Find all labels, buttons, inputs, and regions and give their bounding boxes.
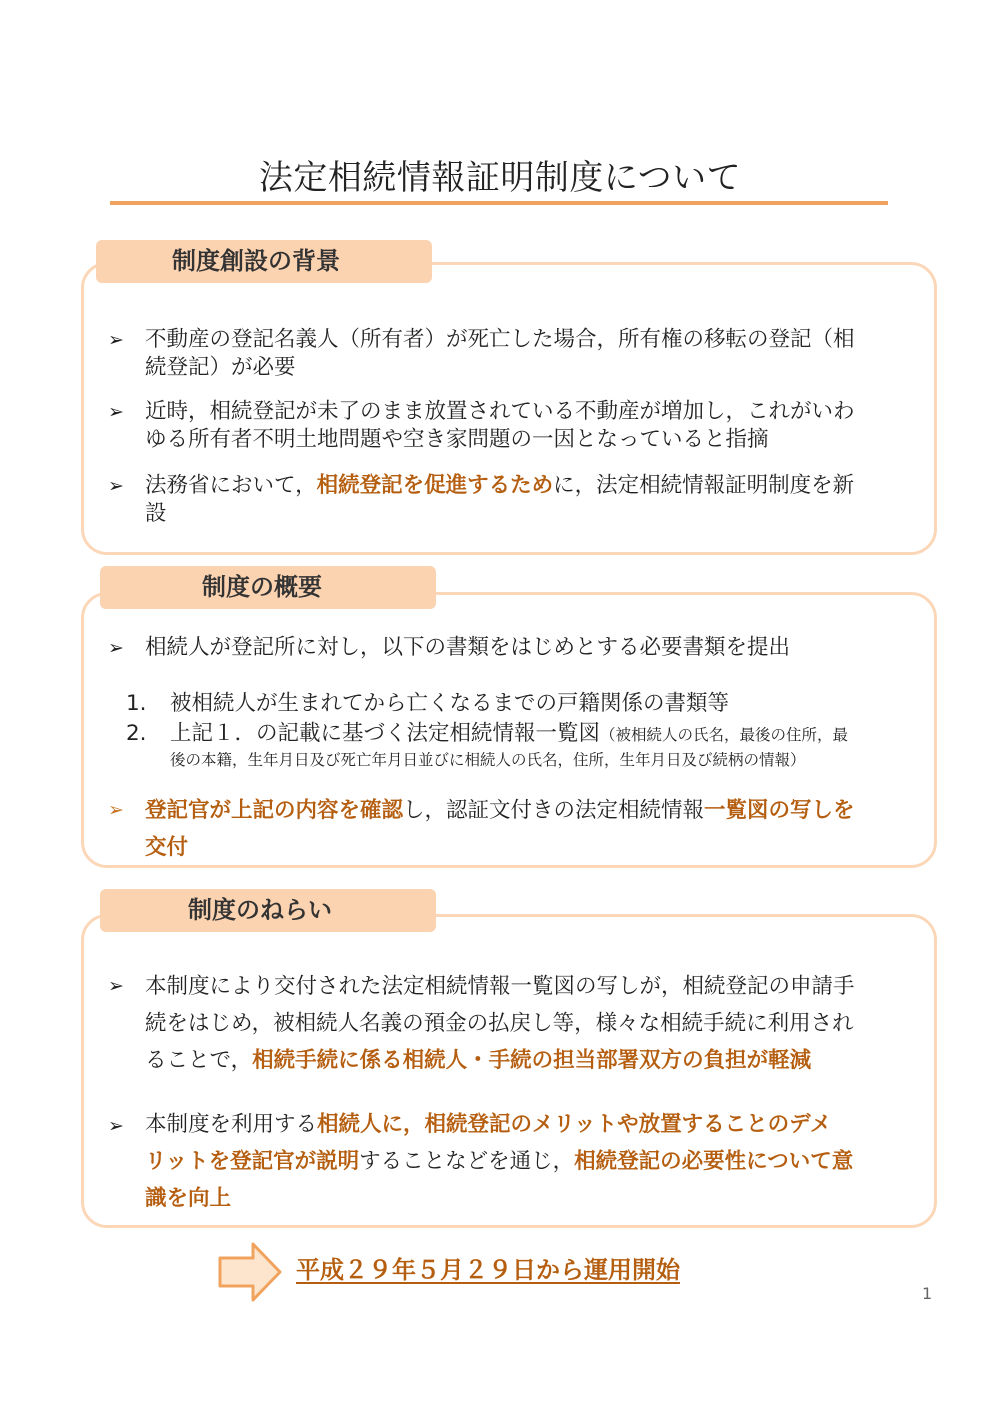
list-number: 2. [126, 721, 147, 746]
page-title: 法定相続情報証明制度について [258, 158, 742, 198]
right-arrow-icon [217, 1241, 283, 1303]
highlight-text: 登記官が上記の内容を確認 [145, 798, 404, 823]
highlight-text: リットを登記官が説明 [145, 1149, 360, 1174]
bullet-line: 本制度により交付された法定相続情報一覧図の写しが，相続登記の申請手 [145, 974, 855, 999]
highlight-text: 相続人に，相続登記のメリットや放置することのデメ [317, 1112, 832, 1137]
bullet-line: 登記官が上記の内容を確認し，認証文付きの法定相続情報一覧図の写しを [145, 798, 855, 823]
list-text: 上記１．の記載に基づく法定相続情報一覧図（被相続人の氏名，最後の住所，最 後の本籍，生年月日及び死亡年月日並びに相続人の氏名，住所，生年月日及び続柄の情報） [170, 721, 849, 769]
bullet-line: 近時，相続登記が未了のまま放置されている不動産が増加し，これがいわ [145, 399, 855, 424]
list-note: （被相続人の氏名，最後の住所，最 [600, 726, 849, 744]
list-number: 1. [126, 691, 147, 716]
list-note: 後の本籍，生年月日及び死亡年月日並びに相続人の氏名，住所，生年月日及び続柄の情報） [170, 751, 806, 769]
bullet-line [145, 1180, 853, 1217]
bullet-line: 続をはじめ，被相続人名義の預金の払戻し等，様々な相続手続に利用され [145, 1011, 854, 1036]
bullet-icon: ➢ [108, 637, 124, 659]
start-date-note: 平成２９年５月２９日から運用開始 [296, 1256, 680, 1284]
section-heading-overview: 制度の概要 [100, 566, 436, 609]
bullet-line: 法務省において，相続登記を促進するために，法定相続情報証明制度を新 [145, 473, 855, 498]
bullet-text [145, 472, 854, 528]
bullet-icon: ➢ [108, 1115, 124, 1137]
page-number: 1 [922, 1284, 933, 1303]
bullet-line: 設 [145, 501, 167, 526]
highlight-text: 識を向上 [145, 1186, 232, 1211]
bullet-line: ゆる所有者不明土地問題や空き家問題の一因となっていると指摘 [145, 427, 769, 452]
bullet-icon: ➢ [108, 401, 124, 423]
highlight-text: 相続登記の必要性について意 [574, 1149, 854, 1174]
bullet-text [145, 326, 855, 382]
bullet-icon: ➢ [108, 799, 124, 821]
bullet-line: ることで，相続手続に係る相続人・手続の担当部署双方の負担が軽減 [145, 1048, 812, 1073]
title-underline [110, 201, 888, 205]
bullet-icon: ➢ [108, 975, 124, 997]
bullet-text [145, 398, 855, 454]
bullet-line [145, 829, 855, 866]
list-text: 被相続人が生まれてから亡くなるまでの戸籍関係の書類等 [170, 691, 730, 716]
bullet-icon: ➢ [108, 329, 124, 351]
highlight-text: 一覧図の写しを [704, 798, 855, 823]
section-heading-background: 制度創設の背景 [96, 240, 432, 283]
bullet-line: 本制度を利用する相続人に，相続登記のメリットや放置することのデメ [145, 1112, 832, 1137]
bullet-line: リットを登記官が説明することなどを通じ，相続登記の必要性について意 [145, 1149, 854, 1174]
bullet-text [145, 968, 855, 1079]
highlight-text: 交付 [145, 835, 189, 860]
bullet-text [145, 792, 855, 866]
bullet-text [145, 1106, 853, 1217]
bullet-icon: ➢ [108, 475, 124, 497]
highlight-text: 相続登記を促進するため [316, 473, 554, 498]
bullet-line: 続登記）が必要 [145, 355, 296, 380]
bullet-line: 不動産の登記名義人（所有者）が死亡した場合，所有権の移転の登記（相 [145, 327, 855, 352]
section-heading-aim: 制度のねらい [100, 889, 436, 932]
highlight-text: 相続手続に係る相続人・手続の担当部署双方の負担が軽減 [252, 1048, 812, 1073]
bullet-text: 相続人が登記所に対し，以下の書類をはじめとする必要書類を提出 [145, 635, 791, 660]
